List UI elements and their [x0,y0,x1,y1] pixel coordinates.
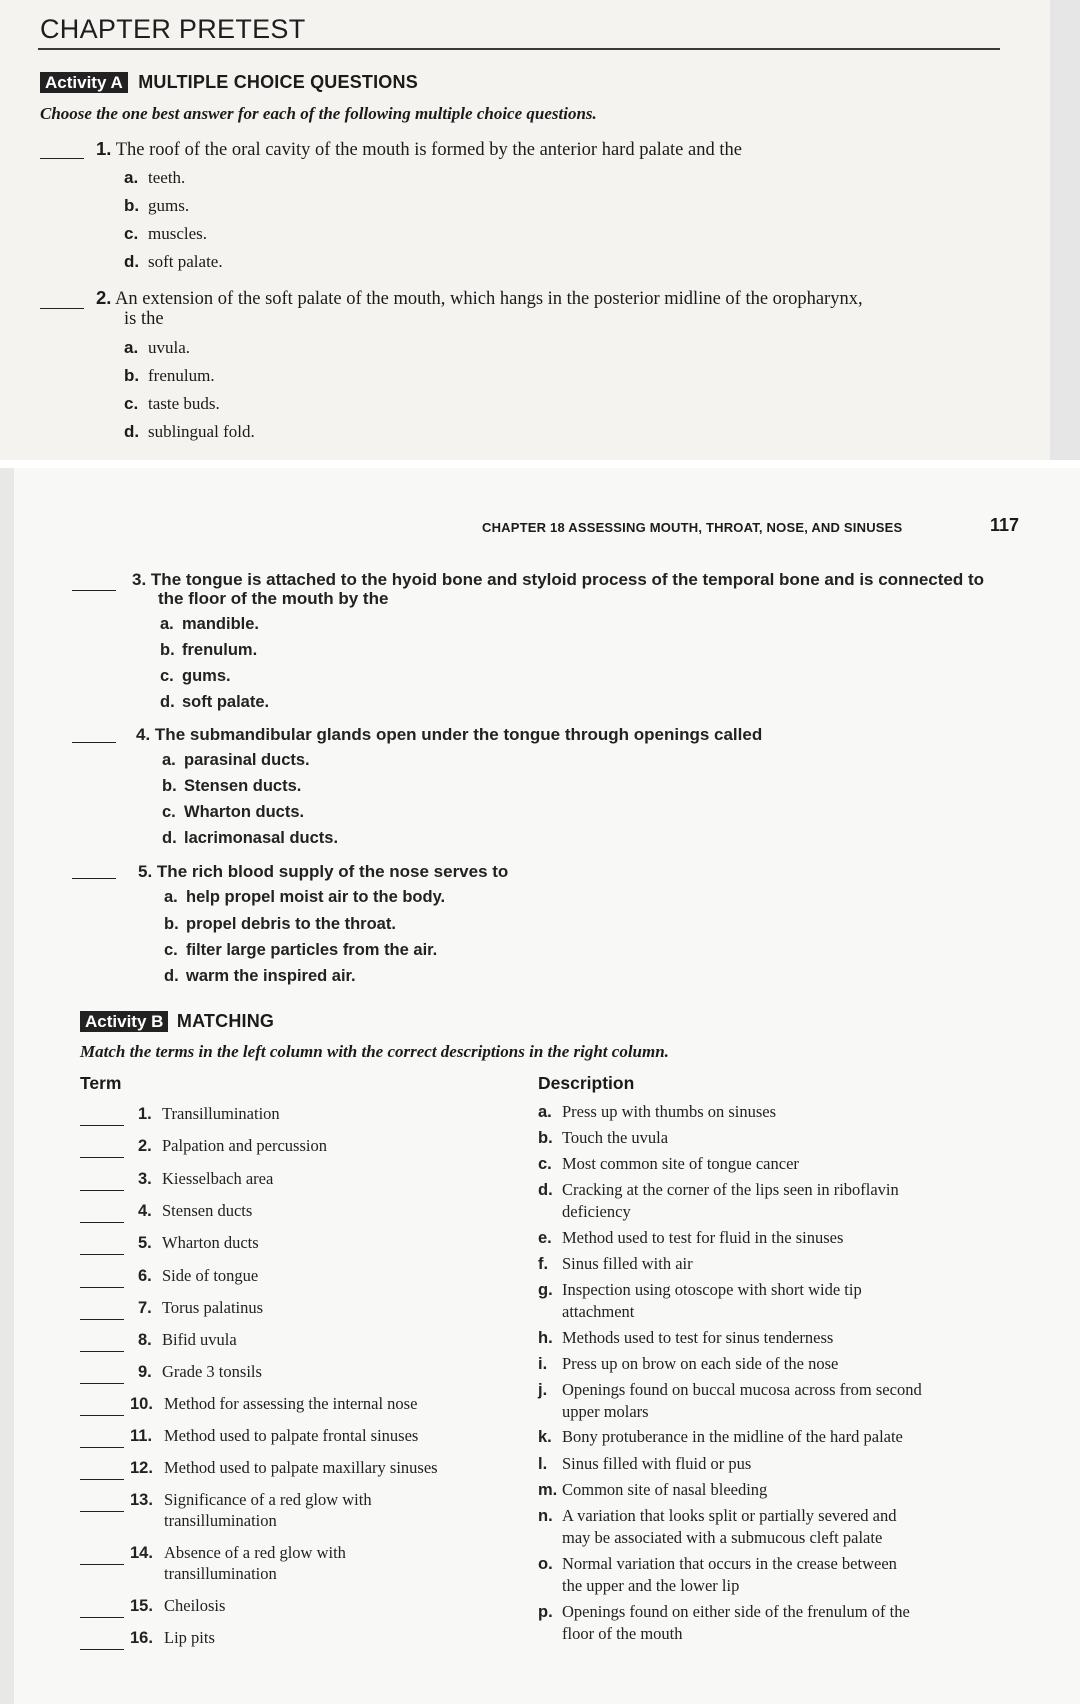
activity-a-header [40,72,418,93]
description-item: f. Sinus filled with air [538,1254,693,1273]
description-item: a. Press up with thumbs on sinuses [538,1102,777,1121]
term-item: 15. Cheilosis [130,1596,226,1615]
activity-a-badge: Activity A [40,72,128,93]
term-item: 2. Palpation and percussion [138,1136,327,1155]
description-item: l. Sinus filled with fluid or pus [538,1454,752,1473]
term-item: 9. Grade 3 tonsils [138,1362,262,1381]
term-item: 10. Method for assessing the internal nose [130,1394,418,1413]
question-text: The rich blood supply of the nose serves to [156,862,509,881]
question-2 [96,287,863,310]
answer-blank[interactable] [80,1222,124,1223]
option: b. propel debris to the throat. [164,915,396,933]
term-item: 16. Lip pits [130,1628,215,1647]
description-item: k. Bony protuberance in the midline of the hard palate [538,1427,903,1446]
option: c. filter large particles from the air. [164,941,438,959]
option: d. soft palate. [160,693,270,711]
question-number: 2. [96,287,112,308]
option: a. help propel moist air to the body. [164,888,446,906]
description-item: o. Normal variation that occurs in the crease between the upper and the lower lip [538,1554,897,1595]
description-item: p. Openings found on either side of the frenulum of the floor of the mouth [538,1602,910,1643]
term-item-cont: transillumination [164,1564,277,1583]
term-item: 3. Kiesselbach area [138,1169,274,1188]
option: b. frenulum. [124,366,215,385]
question-text-cont: the floor of the mouth by the [158,589,389,608]
description-item: h. Methods used to test for sinus tenderness [538,1328,834,1347]
answer-blank[interactable] [80,1157,124,1158]
option: a. mandible. [160,615,260,633]
option: c. taste buds. [124,394,220,413]
option: b. gums. [124,196,190,215]
activity-b-instruction: Match the terms in the left column with the correct descriptions in the right column. [80,1042,669,1061]
answer-blank[interactable] [80,1649,124,1650]
description-item: e. Method used to test for fluid in the sinuses [538,1228,844,1247]
answer-blank[interactable] [72,590,116,591]
option: d. lacrimonasal ducts. [162,829,339,847]
question-text: An extension of the soft palate of the mouth, which hangs in the posterior midline of the oropharynx, [115,289,863,309]
description-item: c. Most common site of tongue cancer [538,1154,799,1173]
question-number: 5. [138,862,153,881]
answer-blank[interactable] [80,1511,124,1512]
answer-blank[interactable] [80,1564,124,1565]
answer-blank[interactable] [80,1254,124,1255]
question-text: The submandibular glands open under the tongue through openings called [154,725,763,744]
question-4 [136,725,762,745]
answer-blank[interactable] [80,1319,124,1320]
term-item-cont: transillumination [164,1511,277,1530]
question-number: 4. [136,725,151,744]
answer-blank[interactable] [80,1125,124,1126]
option: c. gums. [160,667,231,685]
answer-blank[interactable] [80,1287,124,1288]
question-text: The tongue is attached to the hyoid bone and styloid process of the temporal bone and is connected to [150,570,985,589]
answer-blank[interactable] [40,158,84,159]
term-item: 6. Side of tongue [138,1266,259,1285]
page-edge [1050,0,1080,460]
term-item: 4. Stensen ducts [138,1201,253,1220]
term-item: 5. Wharton ducts [138,1233,259,1252]
description-item: i. Press up on brow on each side of the nose [538,1354,839,1373]
description-item: j. Openings found on buccal mucosa across from second upper molars [538,1380,922,1421]
description-item: n. A variation that looks split or partially severed and may be associated with a submucous cleft palate [538,1506,897,1547]
option: c. Wharton ducts. [162,803,305,821]
option: a. uvula. [124,338,191,357]
answer-blank[interactable] [80,1190,124,1191]
question-text: The roof of the oral cavity of the mouth is formed by the anterior hard palate and the [115,140,742,160]
question-text-cont: is the [124,309,164,329]
term-item: 12. Method used to palpate maxillary sinuses [130,1458,438,1477]
option: a. parasinal ducts. [162,751,310,769]
term-column-header: Term [80,1073,122,1093]
question-5 [138,862,508,882]
answer-blank[interactable] [40,308,84,309]
option: c. muscles. [124,224,208,243]
question-number: 1. [96,138,112,159]
answer-blank[interactable] [80,1479,124,1480]
activity-a-title: MULTIPLE CHOICE QUESTIONS [138,72,418,92]
term-item: 14. Absence of a red glow with [130,1543,346,1562]
description-column-header: Description [538,1073,635,1093]
option: a. teeth. [124,168,186,187]
option: d. sublingual fold. [124,422,255,441]
answer-blank[interactable] [80,1415,124,1416]
answer-blank[interactable] [72,878,116,879]
photo-divider [0,460,1080,468]
term-item: 8. Bifid uvula [138,1330,237,1349]
activity-a-instruction: Choose the one best answer for each of the following multiple choice questions. [40,104,597,123]
answer-blank[interactable] [80,1351,124,1352]
term-item: 1. Transillumination [138,1104,280,1123]
question-number: 3. [132,570,147,589]
option: d. soft palate. [124,252,223,271]
description-item: b. Touch the uvula [538,1128,669,1147]
answer-blank[interactable] [80,1617,124,1618]
question-3 [132,570,984,590]
activity-b-badge: Activity B [80,1011,168,1032]
chapter-title: CHAPTER PRETEST [40,14,306,44]
page-edge-shadow [0,468,14,1704]
answer-blank[interactable] [80,1447,124,1448]
question-1 [96,138,742,161]
option: b. frenulum. [160,641,258,659]
activity-b-title: MATCHING [176,1011,275,1031]
option: b. Stensen ducts. [162,777,302,795]
page-number: 117 [990,515,1020,535]
description-item: d. Cracking at the corner of the lips seen in riboflavin deficiency [538,1180,899,1221]
term-item: 7. Torus palatinus [138,1298,264,1317]
option: d. warm the inspired air. [164,967,356,985]
term-item: 13. Significance of a red glow with [130,1490,372,1509]
description-item: g. Inspection using otoscope with short wide tip attachment [538,1280,862,1321]
answer-blank[interactable] [72,742,116,743]
term-item: 11. Method used to palpate frontal sinuses [130,1426,419,1445]
title-rule [38,48,1000,50]
activity-b-header [80,1011,274,1032]
description-item: m. Common site of nasal bleeding [538,1480,768,1499]
answer-blank[interactable] [80,1383,124,1384]
running-head: CHAPTER 18 ASSESSING MOUTH, THROAT, NOSE, AND SINUSES [482,520,903,535]
